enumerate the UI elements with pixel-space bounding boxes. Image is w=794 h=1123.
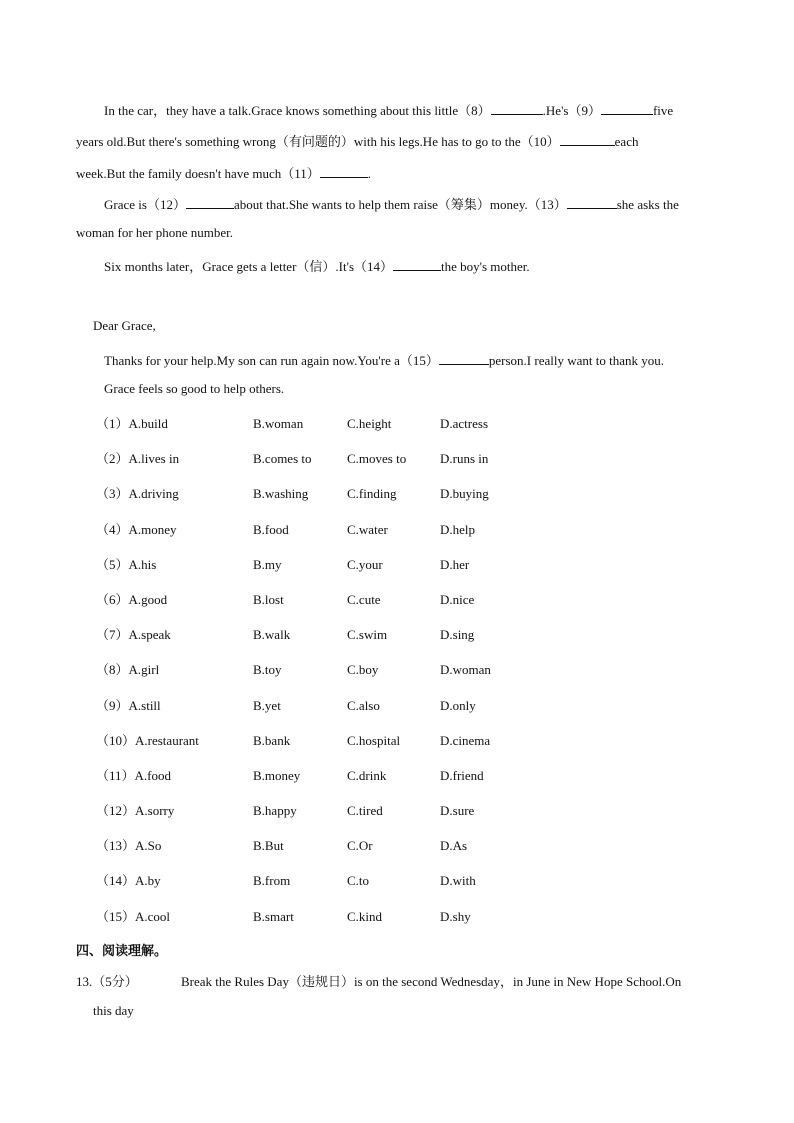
passage-line — [76, 131, 638, 150]
option-b: B.my — [253, 556, 282, 572]
option-row — [96, 659, 656, 694]
option-b: B.lost — [253, 591, 284, 607]
option-d: D.buying — [440, 486, 489, 502]
answer-blank — [320, 165, 368, 178]
question-text-continued: this day — [93, 1003, 134, 1018]
option-d: D.As — [440, 838, 468, 854]
option-d: D.with — [440, 873, 476, 889]
option-b: B.from — [253, 873, 291, 889]
section-title: 四、阅读理解。 — [76, 944, 168, 959]
passage-text: week.But the family doesn't have much（11） — [76, 166, 320, 181]
passage-line — [104, 256, 530, 275]
option-a: （15）A.cool — [96, 908, 171, 924]
question-13-continuation — [93, 1003, 134, 1019]
option-c: C.finding — [347, 486, 397, 502]
option-c: C.water — [347, 521, 388, 537]
option-d: D.her — [440, 556, 470, 572]
option-row — [96, 589, 656, 624]
question-number: 13.（5分） — [76, 974, 138, 989]
option-d: D.sing — [440, 627, 475, 643]
option-row — [96, 765, 656, 800]
option-row — [96, 730, 656, 765]
option-c: C.drink — [347, 767, 387, 783]
option-c: C.height — [347, 416, 392, 431]
option-d: D.sure — [440, 803, 475, 819]
letter-body — [104, 350, 664, 369]
question-13-text — [181, 971, 681, 990]
option-row — [96, 519, 656, 554]
passage-line — [104, 100, 673, 119]
option-a: （2）A.lives in — [96, 451, 180, 467]
option-c: C.moves to — [347, 451, 407, 467]
passage-text: person.I really want to thank you. — [488, 353, 664, 368]
passage-text: woman for her phone number. — [76, 225, 234, 240]
option-row — [96, 483, 656, 518]
option-b: B.toy — [253, 662, 282, 678]
letter-greeting-text: Dear Grace, — [93, 318, 156, 333]
passage-line — [76, 163, 371, 182]
option-row — [96, 800, 656, 835]
option-d: D.shy — [440, 908, 471, 924]
passage-text: In the car，they have a talk.Grace knows something about this little（8） — [104, 103, 491, 118]
option-c: C.also — [347, 697, 380, 713]
option-c: C.to — [347, 873, 370, 889]
answer-blank — [186, 196, 234, 209]
option-b: B.money — [253, 767, 301, 783]
option-row — [96, 835, 656, 870]
option-row — [96, 448, 656, 483]
answer-blank — [601, 102, 653, 115]
option-a: （10）A.restaurant — [96, 732, 199, 748]
option-a: （4）A.money — [96, 521, 177, 537]
passage-text: Six months later，Grace gets a letter（信）.It's（14） — [104, 259, 394, 274]
option-b: B.yet — [253, 697, 281, 713]
passage-text: years old.But there's something wrong（有问题的）with his legs.He has to go to the（10） — [76, 134, 560, 149]
answer-blank — [560, 133, 615, 146]
passage-text: Grace is（12） — [104, 197, 186, 212]
letter-closing — [104, 381, 284, 397]
option-c: C.your — [347, 556, 383, 572]
option-a: （8）A.girl — [96, 662, 160, 678]
passage-text: she asks the — [616, 197, 679, 212]
option-a: （5）A.his — [96, 556, 157, 572]
option-a: （14）A.by — [96, 873, 161, 889]
passage-text: five — [652, 103, 674, 118]
option-a: （11）A.food — [96, 767, 171, 783]
option-a: （9）A.still — [96, 697, 161, 713]
answer-blank — [567, 196, 617, 209]
answer-blank — [439, 352, 489, 365]
passage-text: about that.She wants to help them raise（筹集）money.（13） — [233, 197, 567, 212]
option-a: （7）A.speak — [96, 627, 171, 643]
passage-text: each — [614, 134, 639, 149]
option-c: C.Or — [347, 838, 373, 854]
option-row — [96, 906, 656, 941]
option-c: C.swim — [347, 627, 388, 643]
option-b: B.smart — [253, 908, 294, 924]
option-row — [96, 695, 656, 730]
option-d: D.only — [440, 697, 476, 713]
option-a: （6）A.good — [96, 591, 168, 607]
passage-line — [104, 194, 679, 213]
answer-blank — [491, 102, 543, 115]
option-a: （3）A.driving — [96, 486, 179, 502]
passage-text: .He's（9） — [542, 103, 601, 118]
passage-text: . — [367, 166, 372, 181]
option-d: D.nice — [440, 591, 475, 607]
option-c: C.cute — [347, 591, 381, 607]
option-d: D.cinema — [440, 732, 491, 748]
option-d: D.woman — [440, 662, 491, 678]
option-row — [96, 624, 656, 659]
option-b: B.happy — [253, 803, 297, 819]
option-row — [96, 554, 656, 589]
passage-line — [76, 225, 233, 241]
option-b: B.comes to — [253, 451, 312, 467]
question-text: Break the Rules Day（违规日）is on the second Wednesday，in June in New Hope School.On — [181, 974, 682, 989]
option-a: （13）A.So — [96, 838, 162, 854]
option-b: B.food — [253, 521, 289, 537]
option-c: C.boy — [347, 662, 379, 678]
question-13-line — [76, 971, 138, 990]
option-b: B.bank — [253, 732, 291, 748]
option-d: D.friend — [440, 767, 484, 783]
option-c: C.kind — [347, 908, 383, 924]
answer-blank — [393, 258, 441, 271]
option-c: C.tired — [347, 803, 383, 819]
option-a: （12）A.sorry — [96, 803, 175, 819]
option-row — [96, 870, 656, 905]
passage-text: Thanks for your help.My son can run again now.You're a（15） — [104, 353, 439, 368]
option-d: D.runs in — [440, 451, 489, 467]
letter-closing-text: Grace feels so good to help others. — [104, 381, 285, 396]
letter-greeting — [93, 318, 156, 334]
options-table — [96, 413, 656, 941]
option-row — [96, 413, 656, 448]
passage-text: the boy's mother. — [441, 259, 530, 274]
option-d: D.help — [440, 521, 476, 537]
option-c: C.hospital — [347, 732, 401, 748]
option-b: B.washing — [253, 486, 309, 502]
option-b: B.woman — [253, 416, 304, 431]
option-a: （1）A.build — [96, 416, 168, 431]
option-d: D.actress — [440, 416, 489, 431]
option-b: B.But — [253, 838, 284, 854]
option-b: B.walk — [253, 627, 291, 643]
